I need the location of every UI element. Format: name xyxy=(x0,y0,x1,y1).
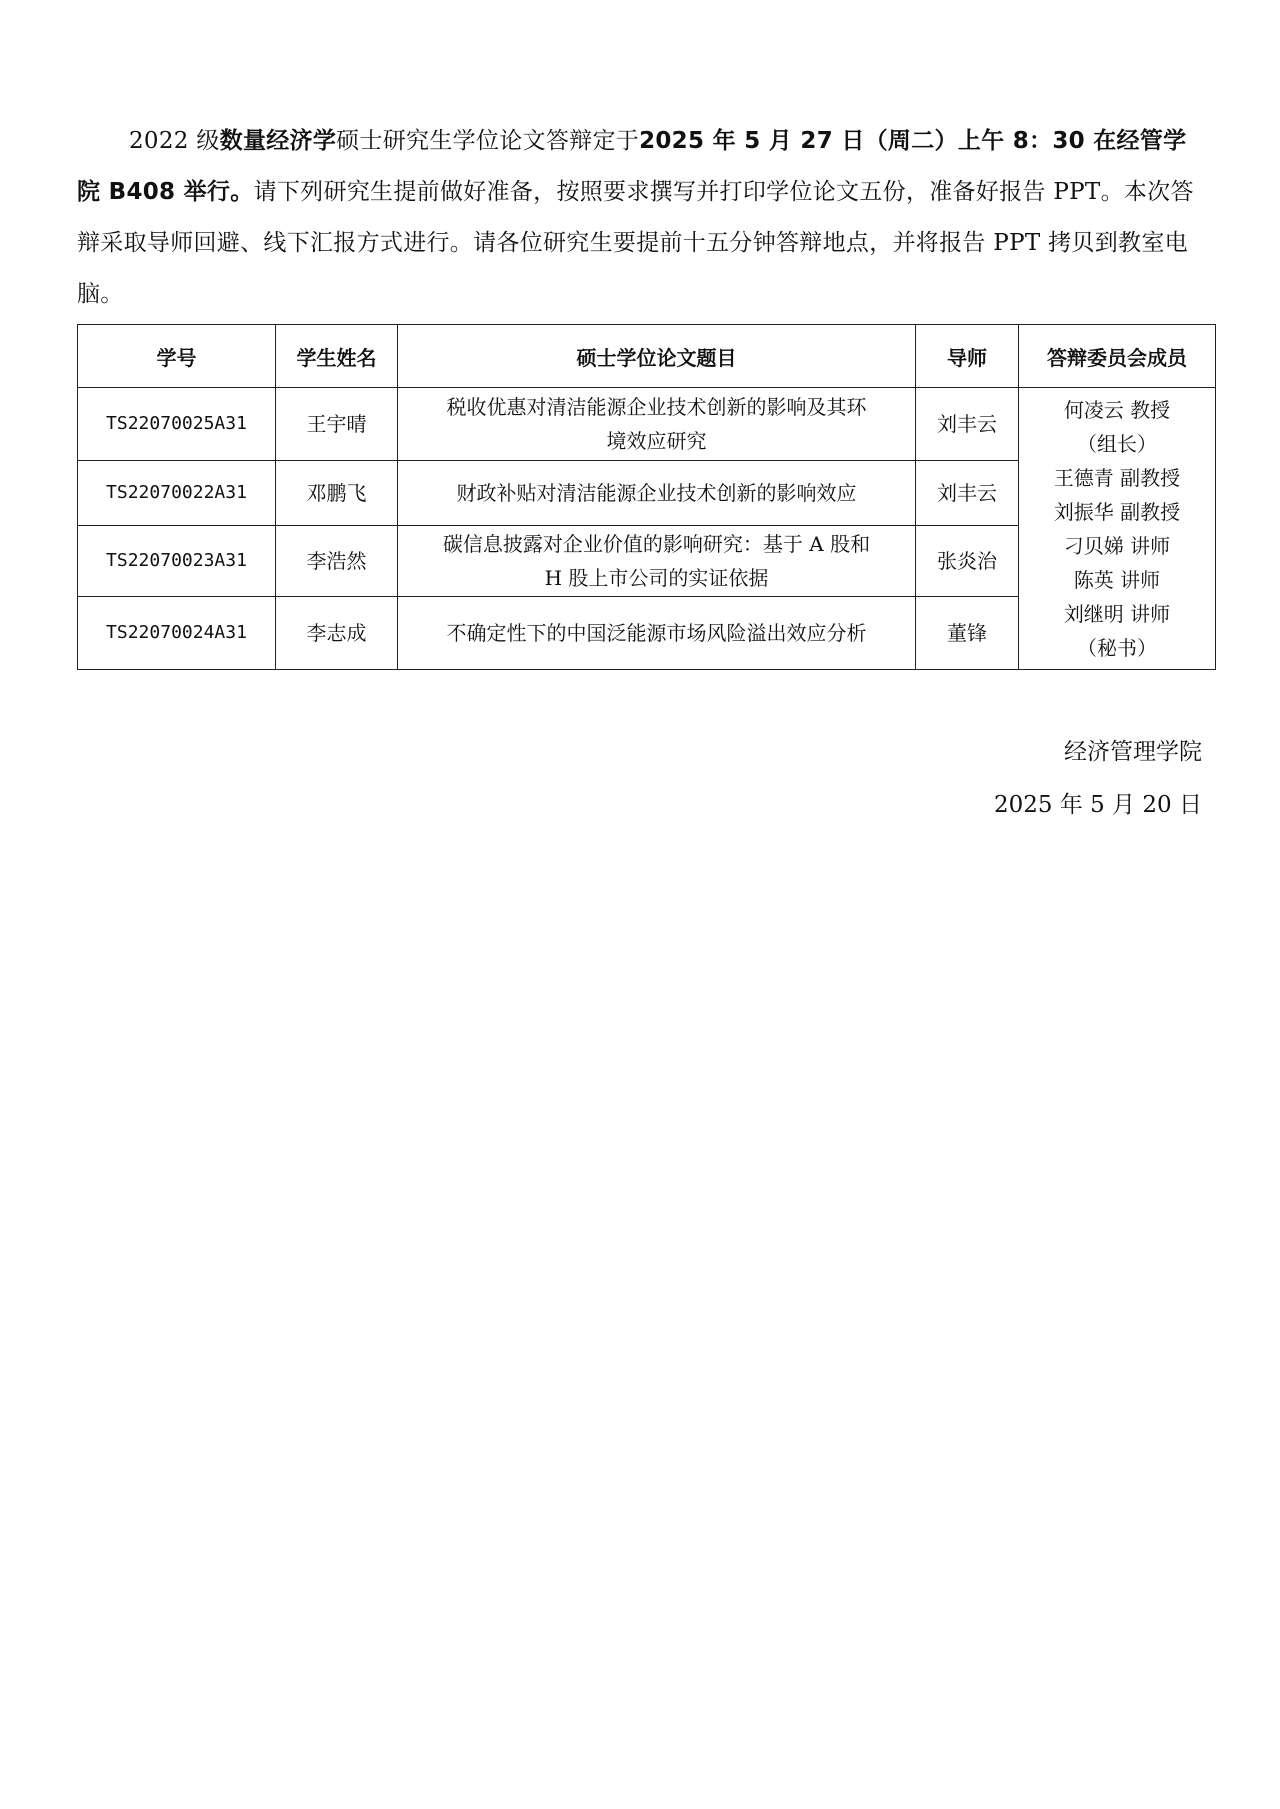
committee-member: 刘振华 副教授 xyxy=(1053,499,1181,524)
notice-instructions: 请下列研究生提前做好准备，按照要求撰写并打印学位论文五份，准备好报告 PPT。本次答辩采取导师回避、线下汇报方式进行。请各位研究生要提前十五分钟答辩地点，并将报告 PPT 拷贝到教室电脑。 xyxy=(77,179,1194,307)
thesis-title-cell xyxy=(398,461,916,526)
header-committee: 答辩委员会成员 xyxy=(1019,325,1216,388)
thesis-title-cell xyxy=(398,526,916,597)
student-id-cell: TS22070025A31 xyxy=(78,388,276,461)
notice-defense-text: 硕士研究生学位论文答辩定于 xyxy=(336,128,640,154)
student-name-cell: 王宇晴 xyxy=(276,388,398,461)
committee-role: （秘书） xyxy=(1077,635,1157,660)
student-id-cell: TS22070022A31 xyxy=(78,461,276,526)
thesis-title-line: 不确定性下的中国泛能源市场风险溢出效应分析 xyxy=(446,621,867,645)
thesis-title-cell xyxy=(398,597,916,670)
committee-member: 何凌云 教授 xyxy=(1063,397,1171,422)
student-name-cell: 李志成 xyxy=(276,597,398,670)
thesis-title-line: 境效应研究 xyxy=(606,429,707,453)
thesis-title-line: 税收优惠对清洁能源企业技术创新的影响及其环 xyxy=(446,395,867,419)
notice-major: 数量经济学 xyxy=(219,128,337,154)
table-header-row xyxy=(78,325,1216,388)
committee-role: （组长） xyxy=(1077,431,1157,456)
committee-member: 陈英 讲师 xyxy=(1073,567,1161,592)
header-student-id: 学号 xyxy=(78,325,276,388)
advisor-cell: 董锋 xyxy=(916,597,1019,670)
student-id-cell: TS22070023A31 xyxy=(78,526,276,597)
notice-grade: 2022 级 xyxy=(129,128,220,154)
committee-members-cell xyxy=(1019,388,1216,670)
thesis-title-line: H 股上市公司的实证依据 xyxy=(544,566,769,590)
committee-member: 刘继明 讲师 xyxy=(1063,601,1171,626)
advisor-cell: 刘丰云 xyxy=(916,461,1019,526)
notice-time-location: 2025 年 5 月 27 日（周二）上午 8：30 在经管学院 B408 举行。 xyxy=(77,128,1187,205)
student-id-cell: TS22070024A31 xyxy=(78,597,276,670)
committee-member: 王德青 副教授 xyxy=(1053,465,1181,490)
committee-member: 刁贝娣 讲师 xyxy=(1063,533,1171,558)
header-advisor: 导师 xyxy=(916,325,1019,388)
header-thesis-title: 硕士学位论文题目 xyxy=(398,325,916,388)
thesis-title-cell xyxy=(398,388,916,461)
header-student-name: 学生姓名 xyxy=(276,325,398,388)
notice-paragraph xyxy=(77,116,1197,320)
advisor-cell: 刘丰云 xyxy=(916,388,1019,461)
student-name-cell: 李浩然 xyxy=(276,526,398,597)
defense-schedule-table xyxy=(77,324,1216,670)
issuing-organization: 经济管理学院 xyxy=(1064,739,1202,765)
thesis-title-line: 碳信息披露对企业价值的影响研究：基于 A 股和 xyxy=(442,532,871,556)
thesis-title-line: 财政补贴对清洁能源企业技术创新的影响效应 xyxy=(456,481,857,505)
student-name-cell: 邓鹏飞 xyxy=(276,461,398,526)
table-row xyxy=(78,388,1216,461)
issue-date: 2025 年 5 月 20 日 xyxy=(994,792,1202,818)
advisor-cell: 张炎治 xyxy=(916,526,1019,597)
